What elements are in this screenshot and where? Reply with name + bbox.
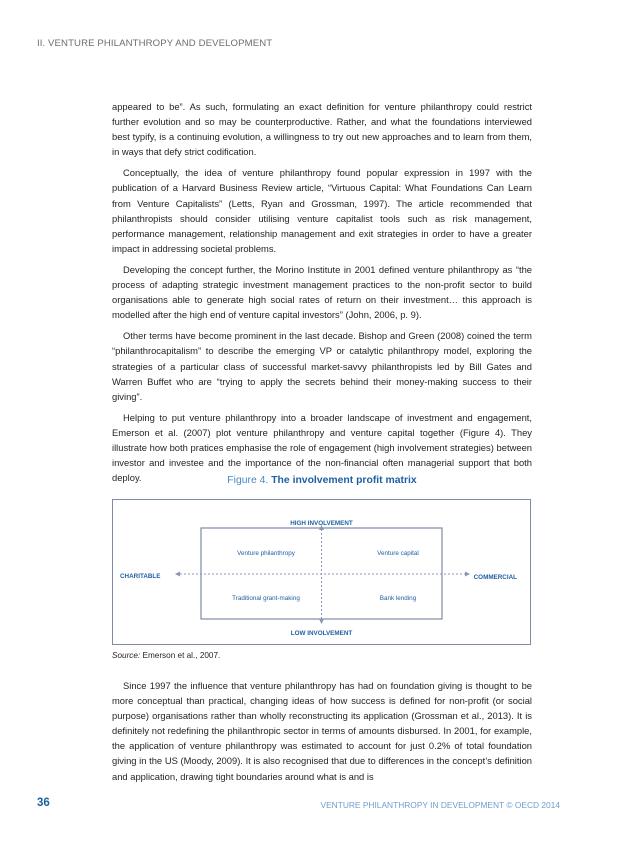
running-header: II. VENTURE PHILANTHROPY AND DEVELOPMENT bbox=[37, 38, 273, 49]
quadrant-venture-capital: Venture capital bbox=[377, 550, 419, 557]
quadrant-traditional-grant-making: Traditional grant-making bbox=[232, 595, 300, 602]
involvement-profit-matrix bbox=[112, 499, 531, 645]
paragraph-1: appeared to be”. As such, formulating an exact definition for venture philanthropy could restrict further evolution and so may be counterproductive. Rather, and what the foundations interviewed best typify, is a continuing evolution, a willingness to try out new approaches and to learn from them, in ways that defy strict codification. bbox=[112, 101, 532, 158]
paragraph-4: Other terms have become prominent in the last decade. Bishop and Green (2008) coined the term “philanthrocapitalism” to describe the emerging VP or catalytic philanthropy model, exploring the strategies of a particular class of successful market-savvy philanthropists led by Bill Gates and Warren Buffet who are “trying to apply the secrets behind their money-making success to their giving”. bbox=[112, 330, 532, 402]
axis-label-commercial: COMMERCIAL bbox=[473, 574, 517, 581]
axis-label-low-involvement: LOW INVOLVEMENT bbox=[290, 630, 353, 637]
quadrant-bank-lending: Bank lending bbox=[379, 595, 417, 602]
footer-publication: VENTURE PHILANTHROPY IN DEVELOPMENT © OECD 2014 bbox=[320, 800, 560, 810]
figure-number: Figure 4. bbox=[227, 475, 269, 486]
paragraph-5: Helping to put venture philanthropy into a broader landscape of investment and engagement, Emerson et al. (2007) plot venture philanthropy and venture capital together (Figure 4). They illustrate how both pratices emphasise the role of engagement (high involvement strategies) between investor and investee and the importance of the non-financial often managerial support that both deploy. bbox=[112, 411, 532, 484]
quadrant-venture-philanthropy: Venture philanthropy bbox=[237, 550, 295, 557]
source-text: Emerson et al., 2007. bbox=[140, 651, 221, 660]
figure-title bbox=[112, 475, 532, 486]
paragraph-3: Developing the concept further, the Morino Institute in 2001 defined venture philanthropy as “the process of adapting strategic investment management practices to the non-profit sector to build organisations able to generate high social rates of return on their investment… this approach is modelled after the high end of venture capital investors” (John, 2006, p. 9). bbox=[112, 263, 532, 321]
figure-name: The involvement profit matrix bbox=[271, 475, 417, 486]
page-number: 36 bbox=[37, 797, 50, 809]
body-text-after-figure bbox=[112, 678, 532, 790]
axis-label-high-involvement: HIGH INVOLVEMENT bbox=[290, 520, 353, 527]
source-label: Source: bbox=[112, 651, 141, 660]
paragraph-6: Since 1997 the influence that venture philanthropy has had on foundation giving is thought to be more conceptual than practical, changing ideas of how success is defined for non-profit (or social purpose) organisations rather than wholly reconstructing its application (Grossman et al., 2013). It is definitely not redefining the philanthropic sector in terms of amounts disbursed. In 2001, for example, the application of venture philanthropy was estimated to account for just 0.2% of total foundation giving in the US (Moody, 2009). It is also recognised that due to differences in the concept’s definition and application, drawing tight boundaries around what is and is bbox=[112, 680, 532, 782]
paragraph-2: Conceptually, the idea of venture philanthropy found popular expression in 1997 with the publication of a Harvard Business Review article, “Virtuous Capital: What Foundations Can Learn from Venture Capitalists” (Letts, Ryan and Grossman, 1997). The article recommended that philanthropists should consider utilising venture capitalist tools such as risk management, performance management, relationship management and exit strategies in order to have a greater impact in addressing societal problems. bbox=[112, 167, 532, 254]
matrix-diagram bbox=[112, 499, 531, 645]
figure-source bbox=[112, 651, 220, 660]
axis-label-charitable: CHARITABLE bbox=[120, 573, 161, 580]
body-text bbox=[112, 99, 532, 491]
